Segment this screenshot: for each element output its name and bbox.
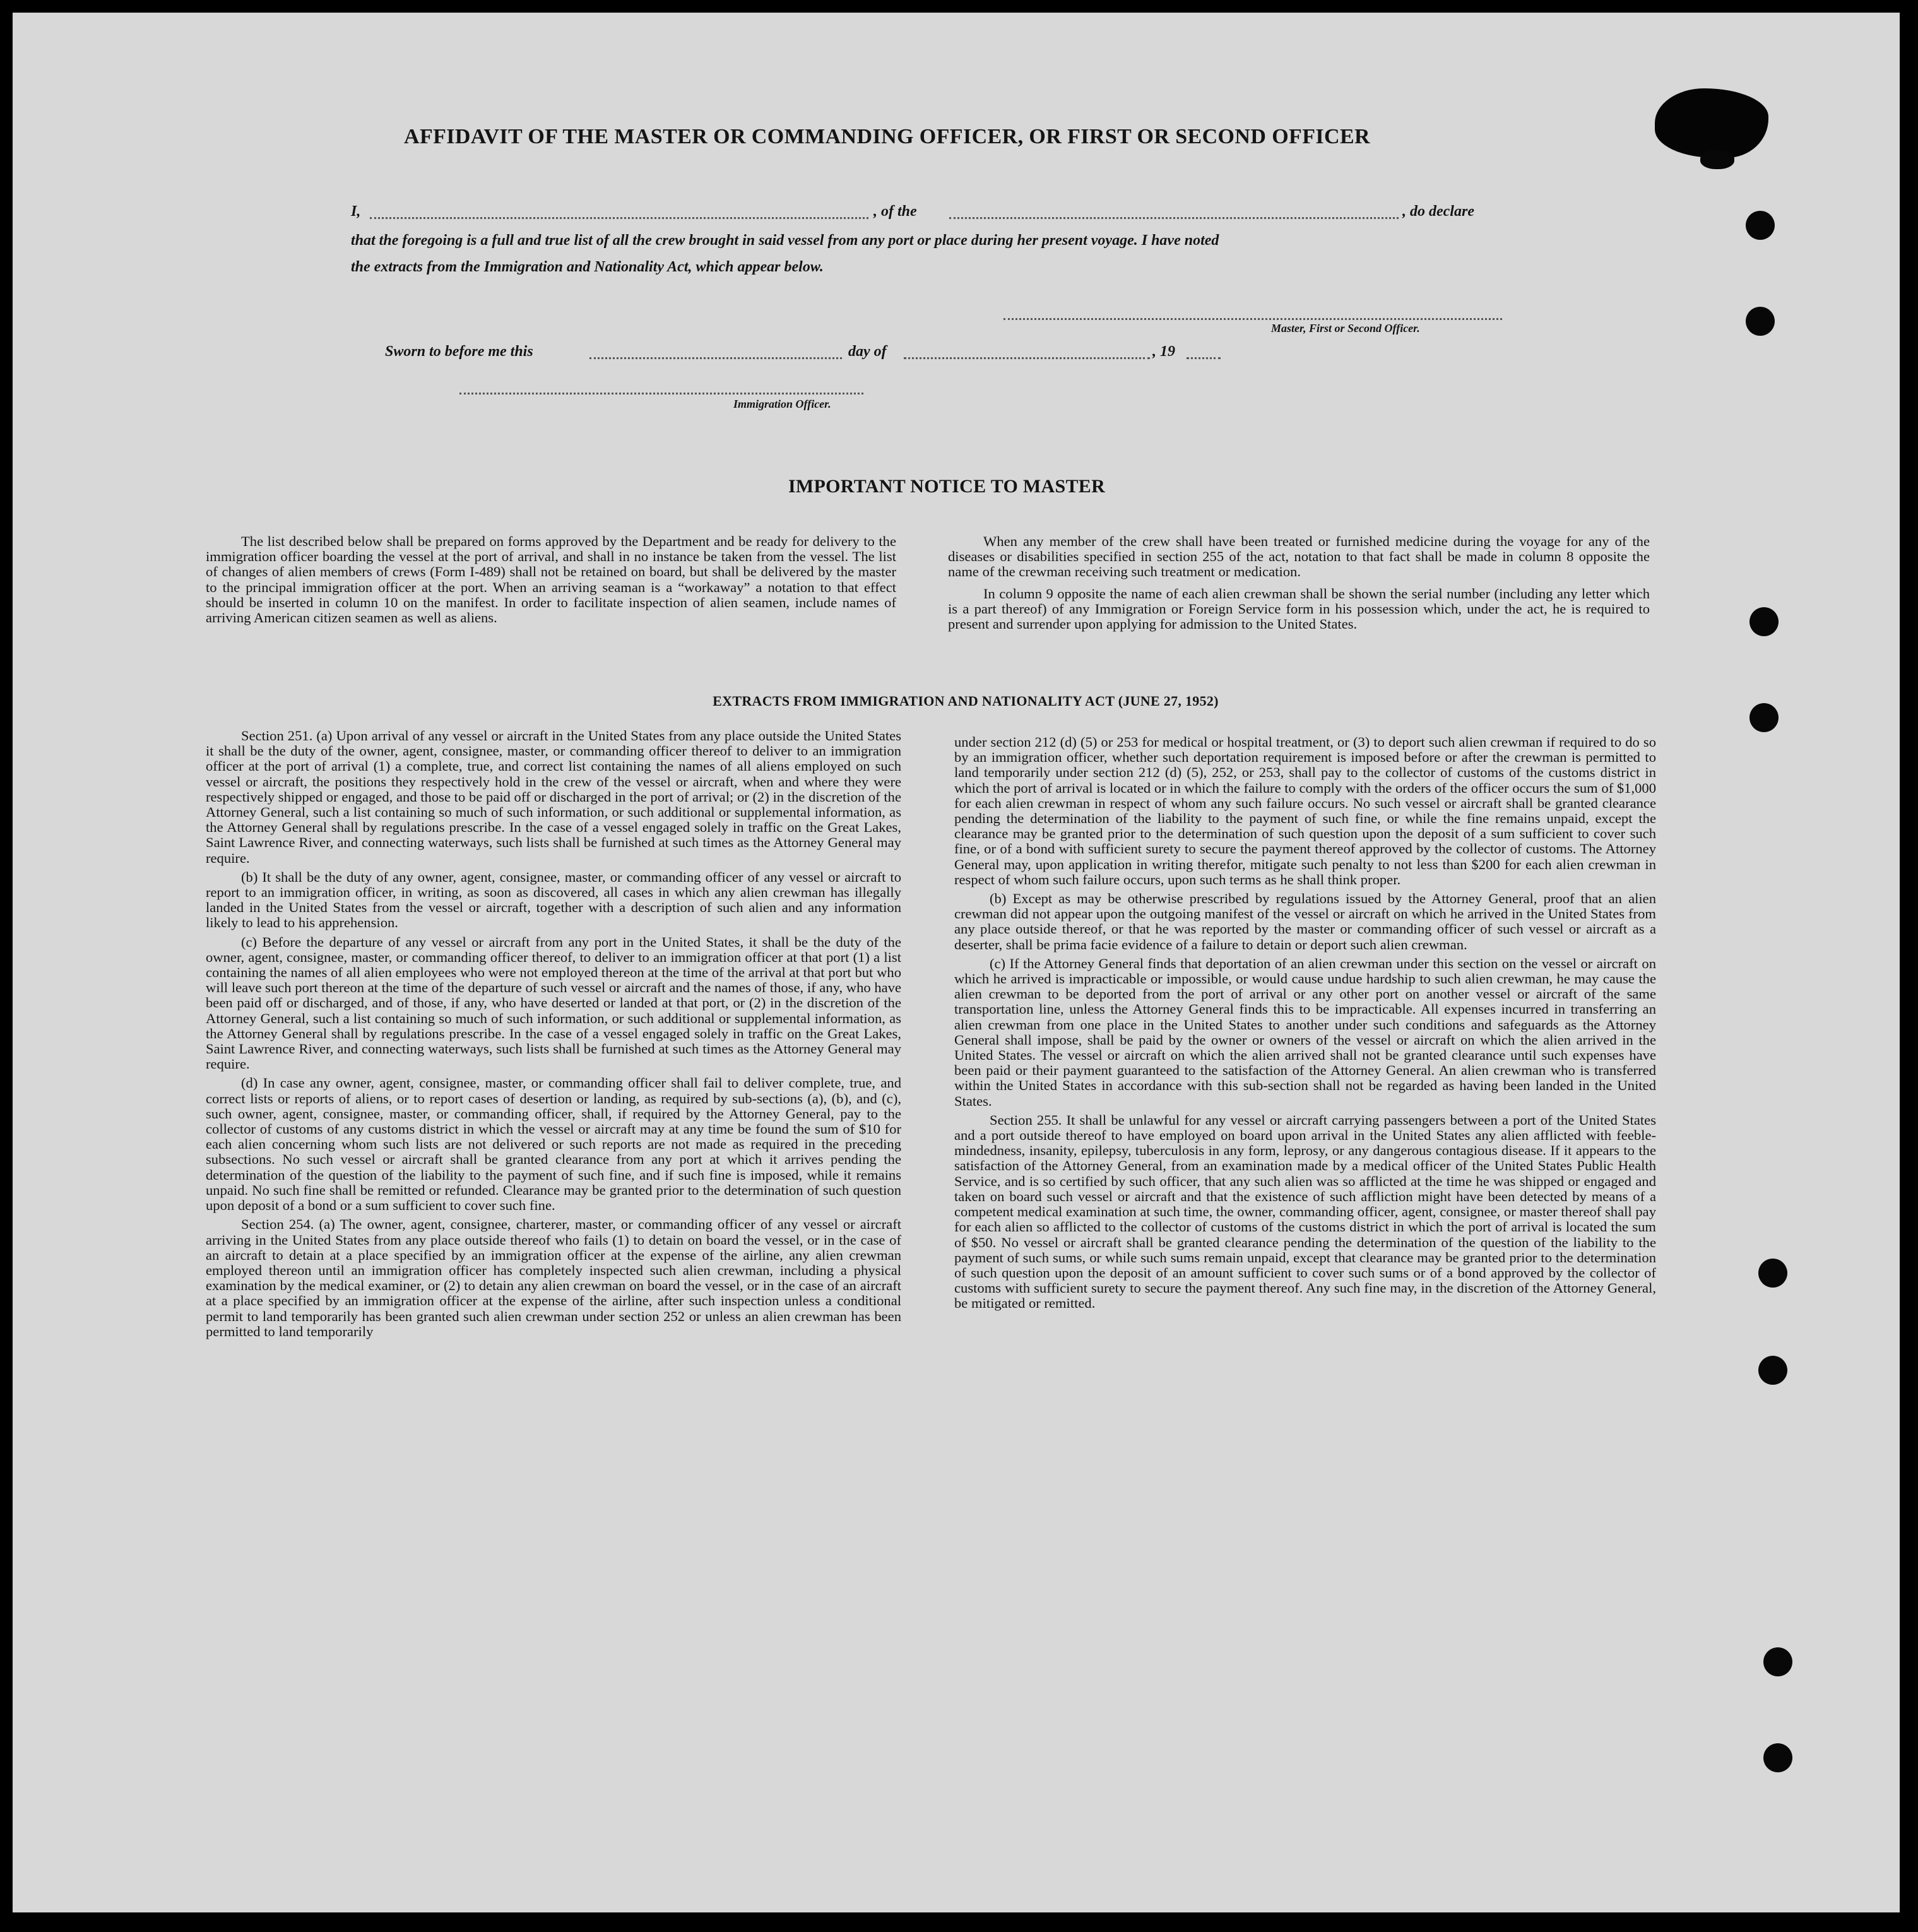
sworn-day-line bbox=[589, 357, 842, 359]
section-paragraph: (d) In case any owner, agent, consignee, master, or commanding officer shall fail to deliver complete, true, and correct lists or reports of aliens, or to report cases of desertion or landing, as required by sub-sections (a), (b), and (c), such owner, agent, consignee, master, or commanding officer, shall, if required by the Attorney General, pay to the collector of customs of any customs district in which the vessel or aircraft may at any time be found the sum of $10 for each alien concerning whom such lists are not delivered or such reports are not made as required in the preceding subsections. No such vessel or aircraft shall be granted clearance from any port at which it arrives pending the determination of the question of the liability to the payment of such fine, and if such fine is imposed, while it remains unpaid. No such fine shall be remitted or refunded. Clearance may be granted prior to the determination of such question upon deposit of a bond or a sum sufficient to cover such fine. bbox=[206, 1075, 901, 1214]
section-paragraph: (b) Except as may be otherwise prescribed by regulations issued by the Attorney General, proof that an alien crewman did not appear upon the outgoing manifest of the vessel or aircraft on which he arrived in the United States from any place outside thereof, or that he was reported by the master or commanding officer of such vessel or aircraft as a deserter, shall be prima facie evidence of a failure to detain or deport such alien crewman. bbox=[954, 891, 1656, 952]
declarant-name-line bbox=[370, 217, 868, 219]
section-paragraph: Section 254. (a) The owner, agent, consignee, charterer, master, or commanding officer of any vessel or aircraft arriving in the United States from any place outside thereof who fails (1) to detain on board the vessel, or in the case of an aircraft to detain at a place specified by an immigration officer at the expense of the airline, any alien crewman employed thereon until an immigration officer has completely inspected such alien crewman, including a physical examination by the medical examiner, or (2) to detain any alien crewman on board the vessel, or in the case of an aircraft at a place specified by an immigration officer at the expense of the airline, after such inspection unless a conditional permit to land temporarily has been granted such alien crewman under section 252 or unless an alien crewman has been permitted to land temporarily bbox=[206, 1216, 901, 1339]
ink-blot bbox=[1655, 88, 1768, 158]
declaration-statement-line2: the extracts from the Immigration and Nationality Act, which appear below. bbox=[351, 259, 824, 275]
section-paragraph: (c) Before the departure of any vessel or aircraft from any port in the United States, it shall be the duty of the owner, agent, consignee, master, or commanding officer thereof, to deliver to an immigration officer at that port (1) a list containing the names of all alien employees who were not employed thereon at the time of the arrival at that port but who will leave such port thereon at the time of the departure of such vessel or aircraft and the names of those, if any, who have been paid off or discharged, and of those, if any, who have deserted or landed at that port, or (2) in the discretion of the Attorney General, such a list containing so much of such information, or such additional or supplemental information, as the Attorney General shall by regulations prescribe. In the case of a vessel engaged solely in traffic on the Great Lakes, Saint Lawrence River, and connecting waterways, such lists shall be furnished at such times as the Attorney General may require. bbox=[206, 933, 901, 1072]
of-the-label: , of the bbox=[873, 203, 917, 220]
declarant-prefix: I, bbox=[351, 203, 361, 220]
section-paragraph: (c) If the Attorney General finds that deportation of an alien crewman under this section on the vessel or aircraft on which he arrived is impracticable or impossible, or would cause undue hardship to such alien crewman, he may cause the alien crewman to be deported from the port of arrival or any other port on another vessel or aircraft of the same transportation line, unless the Attorney General finds this to be impracticable. All expenses incurred in transferring an alien crewman from one place in the United States to another under such conditions and safeguards as the Attorney General shall impose, shall be paid by the owner or owners of the vessel or aircraft on which the alien arrived in the United States. The vessel or aircraft on which the alien arrived shall not be granted clearance until such expenses have been paid or their payment guaranteed to the satisfaction of the Attorney General. An alien crewman who is transferred within the United States in accordance with this sub-section shall not be regarded as having been landed in the United States. bbox=[954, 955, 1656, 1109]
declaration-statement-line1: that the foregoing is a full and true list of all the crew brought in said vessel from any port or place during her present voyage. I have noted bbox=[351, 232, 1219, 249]
sworn-year-line bbox=[1187, 357, 1221, 359]
extracts-right-column bbox=[954, 735, 1656, 1315]
notice-paragraph: When any member of the crew shall have been treated or furnished medicine during the voyage for any of the diseases or disabilities specified in section 255 of the act, notation to that fact shall be made in column 8 opposite the name of the crewman receiving such treatment or medication. bbox=[948, 533, 1650, 580]
sworn-month-line bbox=[904, 357, 1150, 359]
section-paragraph: under section 212 (d) (5) or 253 for medical or hospital treatment, or (3) to deport such alien crewman if required to do so by an immigration officer, whether such deportation requirement is imposed before or after the crewman is permitted to land temporarily under section 212 (d) (5), 252, or 253, shall pay to the collector of customs of the customs district in which the port of arrival is located or in which the failure to comply with the orders of the officer occurs the sum of $1,000 for each alien crewman in respect of whom any such failure occurs. No such vessel or aircraft shall be granted clearance pending the determination of the liability to the payment of such fine, or while the fine remains unpaid, except the clearance may be granted prior to the determination of such question upon the deposit of a sum sufficient to cover such fine, or of a bond with sufficient surety to secure the payment thereof approved by the collector of customs. The Attorney General may, upon application in writing therefor, mitigate such penalty to not less than $200 for each alien crewman in respect of whom such failure occurs, upon such terms as he shall think proper. bbox=[954, 734, 1657, 887]
notice-right-column bbox=[948, 534, 1650, 638]
extracts-title: EXTRACTS FROM IMMIGRATION AND NATIONALITY ACT (JUNE 27, 1952) bbox=[713, 693, 1219, 709]
do-declare-label: , do declare bbox=[1402, 203, 1474, 220]
sworn-label: Sworn to before me this bbox=[385, 343, 533, 360]
binder-hole bbox=[1749, 703, 1779, 732]
immigration-officer-signature-line bbox=[459, 393, 863, 394]
notice-paragraph: In column 9 opposite the name of each alien crewman shall be shown the serial number (including any letter which is a part thereof) of any Immigration or Foreign Service form in his possession which, under the act, he is required to present and surrender upon applying for admission to the United States. bbox=[948, 585, 1650, 632]
binder-hole bbox=[1746, 307, 1775, 336]
binder-hole bbox=[1758, 1259, 1787, 1288]
section-paragraph: Section 255. It shall be unlawful for any vessel or aircraft carrying passengers between a port of the United States and a port outside thereof to have employed on board upon arrival in the United States any alien afflicted with feeble-mindedness, insanity, epilepsy, tuberculosis in any form, leprosy, or any dangerous contagious disease. If it appears to the satisfaction of the Attorney General, from an examination made by a medical officer of the United States Public Health Service, and is so certified by such officer, that any such alien was so afflicted at the time he was shipped or engaged and taken on board such vessel or aircraft and that the existence of such affliction might have been detected by means of a competent medical examination at such time, the owner, commanding officer, agent, consignee, or master thereof shall pay for each alien so afflicted to the collector of customs of the customs district in which the port of arrival is located the sum of $50. No vessel or aircraft shall be granted clearance pending the determination of the question of the liability to the payment of such sums, or while such sums remain unpaid, except that clearance may be granted prior to the determination of such question upon the deposit of an amount sufficient to cover such sums or of a bond approved by the collector of customs with sufficient surety to secure the payment thereof. Any such fine may, in the discretion of the Attorney General, be mitigated or remitted. bbox=[954, 1111, 1656, 1312]
binder-hole bbox=[1746, 211, 1775, 240]
notice-paragraph: The list described below shall be prepared on forms approved by the Department and be ready for delivery to the immigration officer boarding the vessel at the port of arrival, and shall in no instance be taken from the vessel. The list of changes of alien members of crews (Form I-489) shall not be retained on board, but shall be delivered by the master to the principal immigration officer at the port. When an arriving seaman is a “workaway” a notation to that effect should be inserted in column 10 on the manifest. In order to facilitate inspection of alien seamen, include names of arriving American citizen seamen as well as aliens. bbox=[206, 533, 896, 626]
vessel-name-line bbox=[949, 217, 1399, 219]
day-of-label: day of bbox=[848, 343, 887, 360]
immigration-officer-label: Immigration Officer. bbox=[733, 398, 831, 410]
section-paragraph: Section 251. (a) Upon arrival of any vessel or aircraft in the United States from any place outside the United States it shall be the duty of the owner, agent, consignee, master, or commanding officer thereof to deliver to an immigration officer at the port of arrival (1) a complete, true, and correct list containing the names of all aliens employed on such vessel or aircraft, the positions they respectively hold in the crew of the vessel or aircraft, when and where they were respectively shipped or engaged, and those to be paid off or discharged in the port of arrival; or (2) in the discretion of the Attorney General, such a list containing so much of such information, or such additional or supplemental information, as the Attorney General shall by regulations prescribe. In the case of a vessel engaged solely in traffic on the Great Lakes, Saint Lawrence River, and connecting waterways, such lists shall be furnished at such times as the Attorney General may require. bbox=[206, 728, 901, 866]
binder-hole bbox=[1763, 1647, 1792, 1676]
binder-hole bbox=[1749, 607, 1779, 636]
binder-hole bbox=[1758, 1356, 1787, 1385]
extracts-left-column bbox=[206, 728, 901, 1343]
affidavit-title: AFFIDAVIT OF THE MASTER OR COMMANDING OFFICER, OR FIRST OR SECOND OFFICER bbox=[404, 125, 1370, 148]
binder-hole bbox=[1763, 1743, 1792, 1772]
master-signature-label: Master, First or Second Officer. bbox=[1271, 322, 1420, 335]
notice-left-column bbox=[206, 534, 896, 632]
ink-blot-small bbox=[1700, 150, 1734, 169]
notice-title: IMPORTANT NOTICE TO MASTER bbox=[788, 476, 1106, 497]
section-paragraph: (b) It shall be the duty of any owner, agent, consignee, master, or commanding officer of any vessel or aircraft to report to an immigration officer, in writing, as soon as discovered, all cases in which any alien crewman has illegally landed in the United States from the vessel or aircraft, together with a description of such alien and any information likely to lead to his apprehension. bbox=[206, 868, 901, 931]
year-label: , 19 bbox=[1152, 343, 1175, 360]
master-signature-line bbox=[1003, 318, 1502, 320]
